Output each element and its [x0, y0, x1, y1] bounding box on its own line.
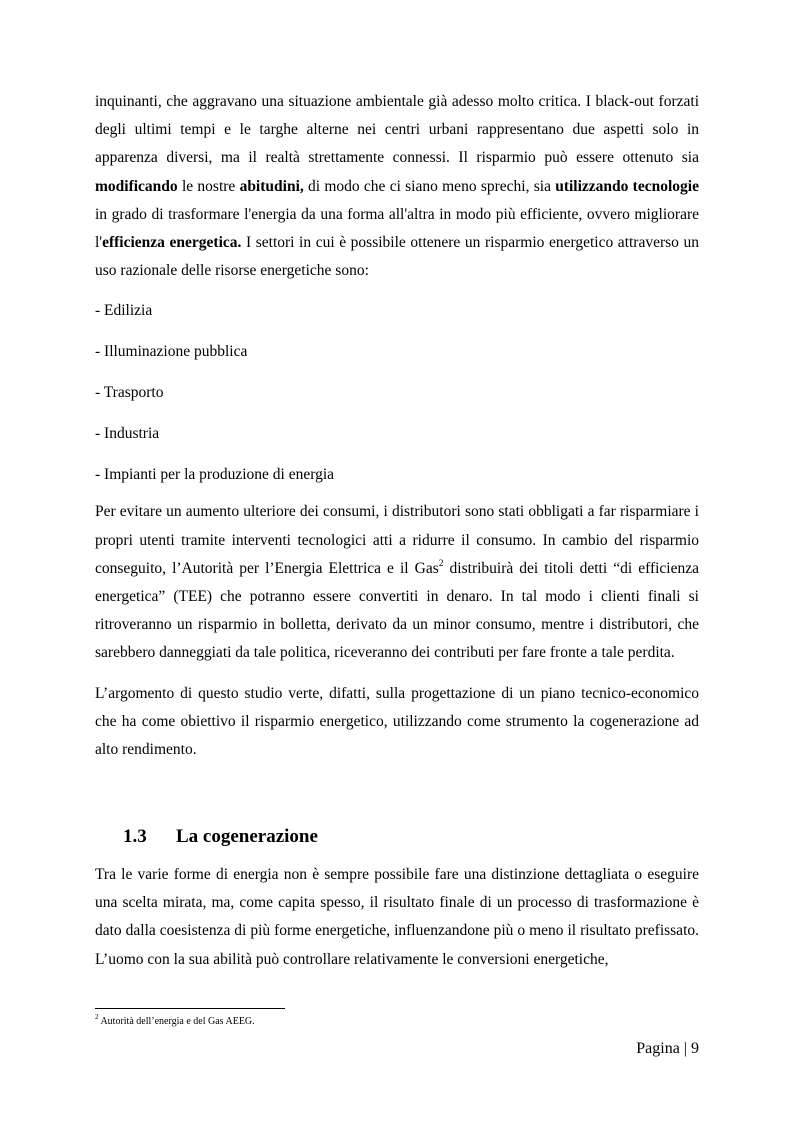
body-text [95, 88, 699, 764]
page-number: Pagina | 9 [636, 1040, 699, 1057]
text-run: Per evitare un aumento ulteriore dei consumi, i distributori sono stati obbligati a far risparmiare i propri utenti tramite interventi tecnologici atti a ridurre il consumo. In cambio del risparmio conseguito, l’Autorità per l’Energia Elettrica e il Gas [95, 503, 699, 577]
bold-run: utilizzando tecnologie [555, 177, 699, 195]
bold-run: abitudini, [239, 177, 304, 195]
text-run: distribuirà dei titoli detti “di efficienza energetica” (TEE) che potranno essere convertiti in denaro. In tal modo i clienti finali si ritroveranno un risparmio in bolletta, derivato da un minor consumo, mentre i distributori, che sarebbero danneggiati da tale politica, riceveranno dei contributi per fare fronte a tale perdita. [95, 559, 699, 662]
list-item: - Industria [95, 425, 160, 443]
paragraph-2 [95, 498, 699, 667]
sector-list [95, 297, 699, 498]
section-body [95, 861, 699, 974]
footnote-ref: 2 [438, 558, 444, 569]
list-item: - Illuminazione pubblica [95, 343, 248, 361]
text-run: le nostre [177, 177, 240, 195]
bold-run: efficienza energetica. [102, 234, 242, 252]
section-number: 1.3 [123, 826, 147, 847]
section-title: La cogenerazione [176, 826, 318, 847]
text-run: inquinanti, che aggravano una situazione ambientale già adesso molto critica. I black-out forzati degli ultimi tempi e le targhe alterne nei centri urbani rappresentano due aspetti solo in apparenza diversi, ma il realtà strettamente connessi. Il risparmio può essere ottenuto sia [95, 93, 699, 167]
footnote [95, 1012, 255, 1027]
text-run: I settori in cui è possibile ottenere un risparmio energetico attraverso un uso razionale delle risorse energetiche sono: [95, 234, 700, 280]
paragraph-3: L’argomento di questo studio verte, difatti, sulla progettazione di un piano tecnico-economico che ha come obiettivo il risparmio energetico, utilizzando come strumento la cogenerazione ad alto rendimento. [95, 684, 699, 759]
list-item: - Edilizia [95, 302, 153, 320]
bold-run: modificando [95, 177, 178, 195]
footnote-marker: 2 [95, 1012, 99, 1021]
footnote-divider [95, 1008, 285, 1009]
text-run: in grado di trasformare l'energia da una forma all'altra in modo più efficiente, ovvero migliorare l' [95, 205, 699, 252]
paragraph-4: Tra le varie forme di energia non è sempre possibile fare una distinzione dettagliata o eseguire una scelta mirata, ma, come capita spesso, il risultato finale di un processo di trasformazione è dato dalla coesistenza di più forme energetiche, influenzandone più o meno il risultato prefissato. L’uomo con la sua abilità può controllare relativamente le conversioni energetiche, [95, 866, 699, 968]
footnote-text: Autorità dell’energia e del Gas AEEG. [98, 1016, 255, 1027]
list-item: - Trasporto [95, 384, 164, 402]
paragraph-1 [95, 88, 699, 285]
section-heading [123, 826, 318, 848]
list-item: - Impianti per la produzione di energia [95, 466, 335, 484]
text-run: di modo che ci siano meno sprechi, sia [303, 177, 556, 195]
